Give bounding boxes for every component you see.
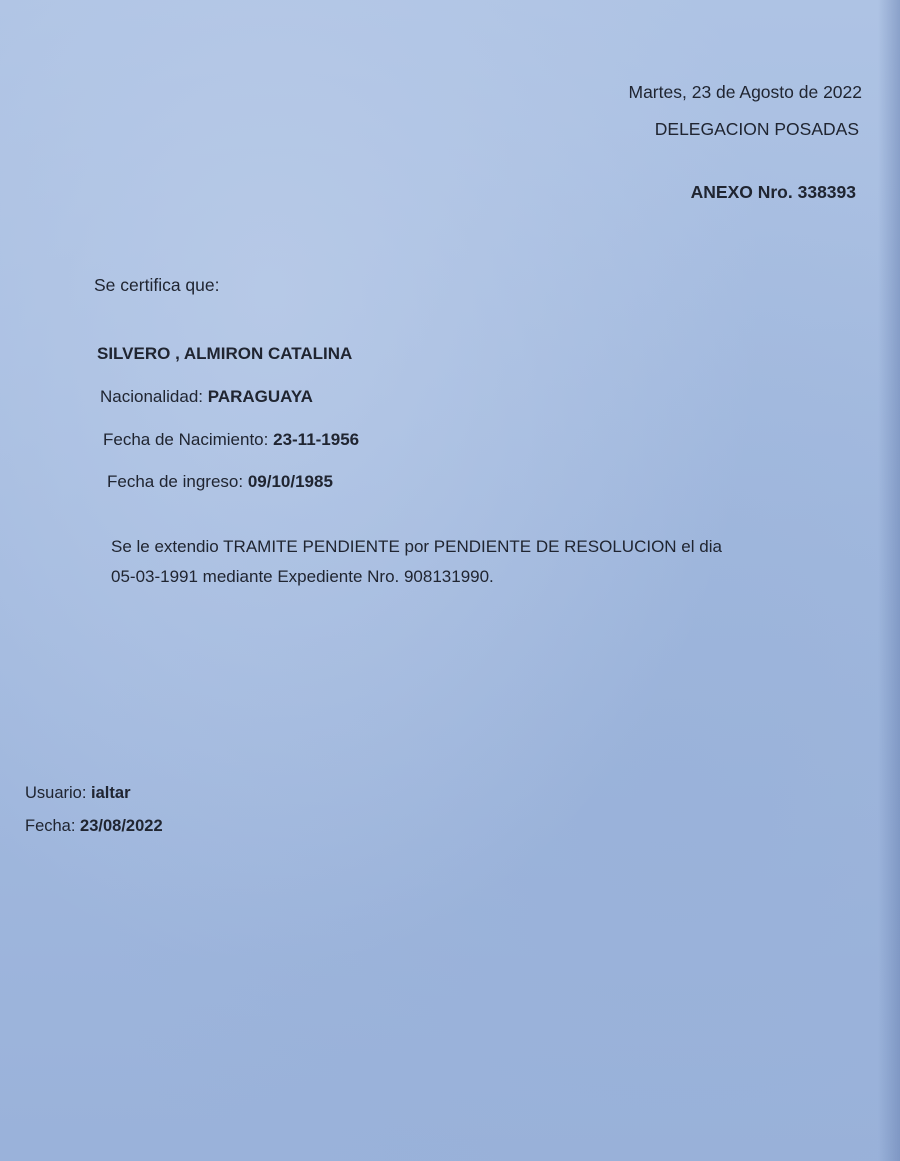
nationality-value: PARAGUAYA xyxy=(207,387,313,406)
footer-date-row xyxy=(25,818,163,835)
entry-date-label: Fecha de ingreso: xyxy=(107,472,244,491)
person-name: SILVERO , ALMIRON CATALINA xyxy=(97,344,353,363)
statement-line-1: Se le extendio TRAMITE PENDIENTE por PENDIENTE DE RESOLUCION el dia xyxy=(111,537,722,556)
paper-edge-shadow xyxy=(878,0,900,1161)
certification-intro: Se certifica que: xyxy=(94,275,220,295)
nationality-label: Nacionalidad: xyxy=(100,387,204,406)
birth-date-label: Fecha de Nacimiento: xyxy=(103,430,269,449)
nationality-row xyxy=(100,388,313,405)
entry-date-value: 09/10/1985 xyxy=(247,472,333,491)
footer-date-value: 23/08/2022 xyxy=(80,817,163,835)
user-value: ialtar xyxy=(91,784,131,802)
annex-number: ANEXO Nro. 338393 xyxy=(690,182,856,202)
birth-date-row xyxy=(103,431,359,448)
entry-date-row xyxy=(107,473,333,490)
user-label: Usuario: xyxy=(25,784,87,802)
user-row xyxy=(25,785,130,802)
statement-line-2: 05-03-1991 mediante Expediente Nro. 908131990. xyxy=(111,567,494,586)
document-date: Martes, 23 de Agosto de 2022 xyxy=(628,82,862,102)
footer-date-label: Fecha: xyxy=(25,817,76,835)
birth-date-value: 23-11-1956 xyxy=(273,430,360,449)
delegation-name: DELEGACION POSADAS xyxy=(654,119,859,139)
